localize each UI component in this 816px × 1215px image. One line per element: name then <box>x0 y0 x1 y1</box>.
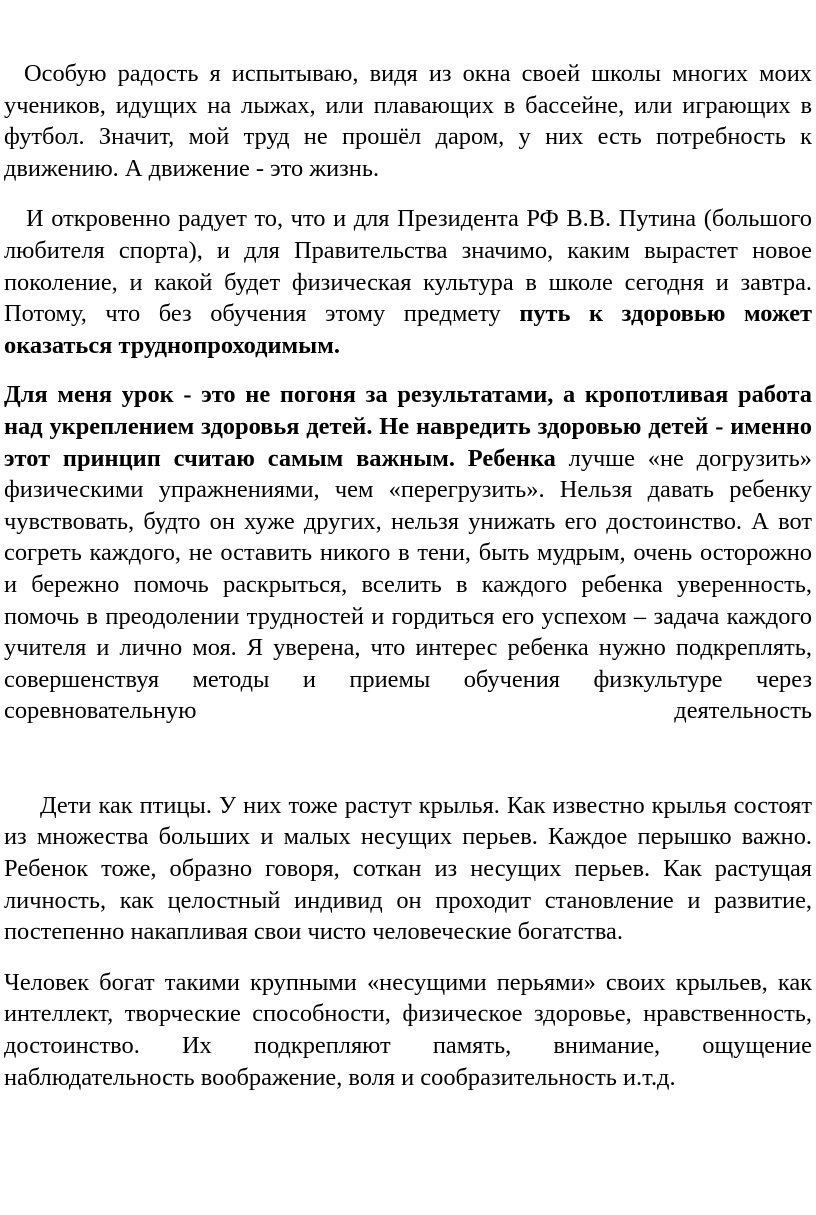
paragraph-feathers-text: Человек богат такими крупными «несущими перьями» своих крыльев, как интеллект, творческие способности, физическое здоровье, нравственность, достоинство. Их подкрепляют память, внимание, ощущение наблюдательность воображение, воля и сообразительность и.т.д. <box>4 968 812 1091</box>
paragraph-lesson-bold: Для меня урок - это не погоня за результатами, а кропотливая работа над укреплением здоровья детей. Не навредить здоровью детей - именно этот принцип считаю самым важным. Ребенка <box>4 381 812 472</box>
paragraph-birds-text: Дети как птицы. У них тоже растут крылья. Как известно крылья состоят из множества больших и малых несущих перьев. Каждое перышко важно. Ребенок тоже, образно говоря, соткан из несущих перьев. Как растущая личность, как целостный индивид он проходит становление и развитие, постепенно накапливая свои чисто человеческие богатства. <box>4 791 812 946</box>
paragraph-president-text: И откровенно радует то, что и для Президента РФ В.В. Путина (большого любителя спорта), и для Правительства значимо, каким вырастет новое поколение, и какой будет физическая культура в школе сегодня и завтра. Потому, что без обучения этому предмету <box>4 205 812 328</box>
paragraph-feathers <box>4 967 812 1093</box>
paragraph-lesson-text: лучше «не догрузить» физическими упражнениями, чем «перегрузить». Нельзя давать ребенку чувствовать, будто он хуже других, нельзя унижать его достоинство. А вот согреть каждого, не оставить никого в тени, быть мудрым, очень осторожно и бережно помочь раскрыться, вселить в каждого ребенка уверенность, помочь в преодолении трудностей и гордиться его успехом – задача каждого учителя и лично моя. Я уверена, что интерес ребенка нужно подкреплять, совершенствуя методы и приемы обучения физкультуре через соревновательную деятельность <box>4 444 812 725</box>
paragraph-lesson <box>4 379 812 727</box>
paragraph-president-bold: путь к здоровью может оказаться труднопроходимым. <box>4 300 813 359</box>
paragraph-joy <box>4 58 812 184</box>
paragraph-joy-text: Особую радость я испытываю, видя из окна своей школы многих моих учеников, идущих на лыжах, или плавающих в бассейне, или играющих в футбол. Значит, мой труд не прошёл даром, у них есть потребность к движению. А движение - это жизнь. <box>4 60 812 182</box>
paragraph-president <box>4 203 812 361</box>
paragraph-birds <box>4 790 812 948</box>
